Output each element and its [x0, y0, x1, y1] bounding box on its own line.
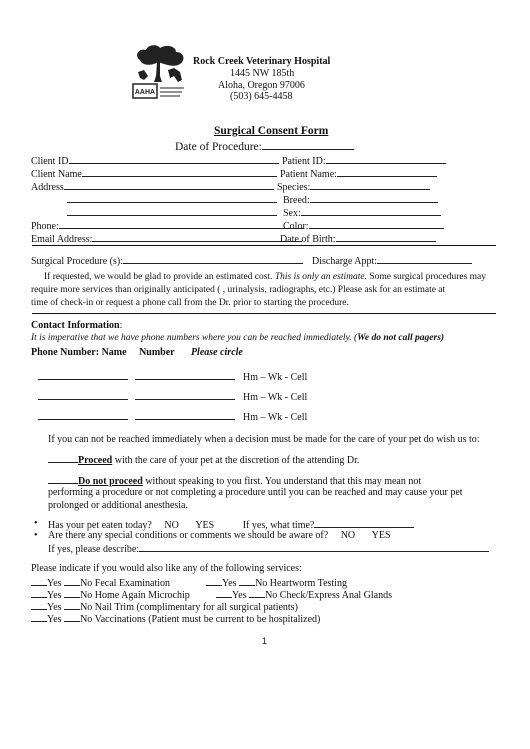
date-field[interactable] [262, 140, 354, 150]
no-proceed-text: without speaking to you first. You understand that this may mean not [145, 476, 422, 487]
service-yes-label: Yes [47, 578, 62, 589]
client-name-field[interactable] [82, 167, 277, 177]
species-field[interactable] [310, 180, 430, 190]
email-row [31, 232, 302, 245]
address-row [31, 180, 274, 193]
contact-imperative: It is imperative that we have phone numbers where you can be reached immediately. ( [31, 333, 358, 343]
clinic-name: Rock Creek Veterinary Hospital [193, 56, 331, 67]
date-of-procedure [175, 140, 354, 153]
service-no-blank[interactable] [64, 612, 80, 622]
patient-name-row [280, 167, 437, 180]
eaten-no-option[interactable]: NO [164, 520, 179, 531]
eaten-question: Has your pet eaten today? [48, 520, 152, 531]
address-field-2[interactable] [67, 193, 277, 203]
estimate-text-1: If requested, we would be glad to provide an estimated cost. [44, 272, 273, 282]
header-name: Name [101, 347, 127, 358]
service-no-blank[interactable] [64, 600, 80, 610]
phone-number-field[interactable] [135, 390, 235, 400]
aaha-badge: AAHA [134, 89, 156, 96]
conditions-yes-option[interactable]: YES [371, 530, 391, 541]
date-label: Date of Procedure: [175, 141, 262, 153]
list-item [38, 410, 307, 423]
no-proceed-text-2: performing a procedure or not completing a procedure until you can be reached and may cause your pet [48, 487, 463, 498]
contact-heading-row [31, 320, 122, 331]
species-row [277, 180, 430, 193]
conditions-question: Are there any special conditions or comments we should be aware of? [48, 530, 329, 541]
tree-logo-icon [130, 42, 188, 100]
service-yes-label: Yes [47, 590, 62, 601]
contact-no-pagers: We do not call pagers) [357, 333, 445, 343]
service-no-label: No [80, 602, 93, 613]
service-item: Check/Express Anal Glands [279, 590, 392, 601]
service-item: Home Again Microchip [94, 590, 190, 601]
service-no-label: No [80, 614, 93, 625]
color-label: Color: [283, 221, 309, 232]
phone-type-options[interactable]: Hm – Wk - Cell [243, 412, 308, 423]
address-field-1[interactable] [64, 180, 274, 190]
sex-label: Sex: [283, 208, 301, 219]
phone-type-options[interactable]: Hm – Wk - Cell [243, 372, 308, 383]
service-item: Fecal Examination [94, 578, 171, 589]
service-no-label: No [80, 590, 93, 601]
sex-row [283, 206, 441, 219]
color-field[interactable] [309, 219, 444, 229]
breed-row [283, 193, 438, 206]
patient-id-field[interactable] [326, 154, 446, 164]
page-number: 1 [262, 636, 268, 646]
service-yes-blank[interactable] [31, 588, 47, 598]
header-phone-number: Phone Number: [31, 347, 100, 358]
service-item: Heartworm Testing [269, 578, 347, 589]
services-intro: Please indicate if you would also like any of the following services: [31, 563, 302, 574]
service-yes-blank[interactable] [31, 600, 47, 610]
dob-field[interactable] [336, 232, 436, 242]
service-no-blank[interactable] [239, 576, 255, 586]
clinic-city: Aloha, Oregon 97006 [218, 80, 305, 91]
estimate-text-1-end: Some surgical procedures may [369, 272, 487, 282]
service-yes-label: Yes [47, 602, 62, 613]
breed-label: Breed: [283, 195, 310, 206]
estimate-line-3: time of check-in or request a phone call from the Dr. prior to starting the procedure. [31, 298, 349, 308]
service-yes-label: Yes [232, 590, 247, 601]
service-no-blank[interactable] [249, 588, 265, 598]
client-id-row [31, 154, 279, 167]
list-item [38, 370, 307, 383]
client-name-label: Client Name [31, 169, 82, 180]
phone-name-field[interactable] [38, 370, 128, 380]
service-row [31, 612, 320, 625]
breed-field[interactable] [310, 193, 438, 203]
patient-name-label: Patient Name: [280, 169, 337, 180]
dob-row [280, 232, 436, 245]
service-no-label: No [255, 578, 268, 589]
clinic-phone: (503) 645-4458 [230, 91, 293, 102]
patient-name-field[interactable] [337, 167, 437, 177]
phone-row [31, 219, 304, 232]
discharge-label: Discharge Appt: [312, 256, 378, 267]
phone-number-field[interactable] [135, 370, 235, 380]
proceed-label: Proceed [78, 455, 113, 466]
address-line-2-row [67, 193, 277, 206]
estimate-italic: This is only an estimate. [274, 272, 367, 282]
proceed-text: with the care of your pet at the discretion of the attending Dr. [114, 455, 360, 466]
service-no-label: No [265, 590, 278, 601]
divider-2 [32, 313, 496, 314]
phone-field[interactable] [59, 219, 304, 229]
no-proceed-checkbox[interactable] [48, 474, 78, 484]
service-yes-blank[interactable] [216, 588, 232, 598]
contact-imperative-row [31, 333, 444, 343]
contact-heading-colon: : [119, 320, 123, 331]
no-proceed-label: Do not proceed [78, 476, 143, 487]
no-proceed-row [48, 474, 421, 487]
estimate-line-2: require more services than originally anticipated ( , urinalysis, radiographs, etc.) Please ask for an estimate at [31, 285, 446, 295]
describe-field[interactable] [139, 542, 489, 552]
contact-heading: Contact Information [31, 320, 120, 331]
divider-1 [32, 245, 496, 246]
service-item: Vaccinations (Patient must be current to be hospitalized) [94, 614, 321, 625]
surgical-procedure-label: Surgical Procedure (s): [31, 256, 124, 267]
unreachable-question: If you can not be reached immediately when a decision must be made for the care of your pet do wish us to: [48, 434, 480, 445]
surgical-procedure-row [31, 254, 303, 267]
service-no-blank[interactable] [64, 576, 80, 586]
phone-table-header [31, 347, 243, 358]
conditions-no-option[interactable]: NO [340, 530, 356, 541]
phone-name-field[interactable] [38, 390, 128, 400]
email-label: Email Address: [31, 234, 93, 245]
client-id-field[interactable] [69, 154, 279, 164]
service-no-blank[interactable] [64, 588, 80, 598]
header-please-circle: Please circle [190, 347, 243, 358]
address-field-3[interactable] [67, 206, 277, 216]
discharge-field[interactable] [377, 254, 472, 264]
no-proceed-text-3: prolonged or additional anesthesia. [48, 500, 188, 511]
describe-row [48, 542, 489, 555]
service-item: Nail Trim (complimentary for all surgical patients) [94, 602, 298, 613]
patient-id-row [282, 154, 446, 167]
dob-label: Date of Birth: [280, 234, 336, 245]
conditions-question-row [48, 530, 391, 541]
service-no-label: No [80, 578, 93, 589]
client-id-label: Client ID [31, 156, 69, 167]
patient-id-label: Patient ID: [282, 156, 326, 167]
estimate-line-1 [44, 272, 486, 282]
sex-field[interactable] [301, 206, 441, 216]
form-title: Surgical Consent Form [214, 125, 329, 137]
eaten-time-label: If yes, what time? [242, 520, 315, 531]
describe-label: If yes, please describe: [48, 544, 140, 555]
service-yes-blank[interactable] [31, 576, 47, 586]
surgical-procedure-field[interactable] [123, 254, 303, 264]
service-yes-label: Yes [222, 578, 237, 589]
eaten-yes-option[interactable]: YES [195, 520, 215, 531]
phone-name-field[interactable] [38, 410, 128, 420]
address-label: Address [31, 182, 64, 193]
client-name-row [31, 167, 277, 180]
color-row [283, 219, 444, 232]
list-item [38, 390, 307, 403]
clinic-address: 1445 NW 185th [230, 68, 295, 79]
service-yes-blank[interactable] [206, 576, 222, 586]
phone-label: Phone: [31, 221, 59, 232]
service-yes-blank[interactable] [31, 612, 47, 622]
species-label: Species: [277, 182, 311, 193]
service-yes-label: Yes [47, 614, 62, 625]
proceed-row [48, 453, 359, 466]
email-field[interactable] [92, 232, 302, 242]
phone-number-field[interactable] [135, 410, 235, 420]
address-line-3-row [67, 206, 277, 219]
eaten-time-field[interactable] [314, 518, 414, 528]
phone-type-options[interactable]: Hm – Wk - Cell [243, 392, 308, 403]
discharge-row [312, 254, 472, 267]
header-number: Number [139, 347, 175, 358]
